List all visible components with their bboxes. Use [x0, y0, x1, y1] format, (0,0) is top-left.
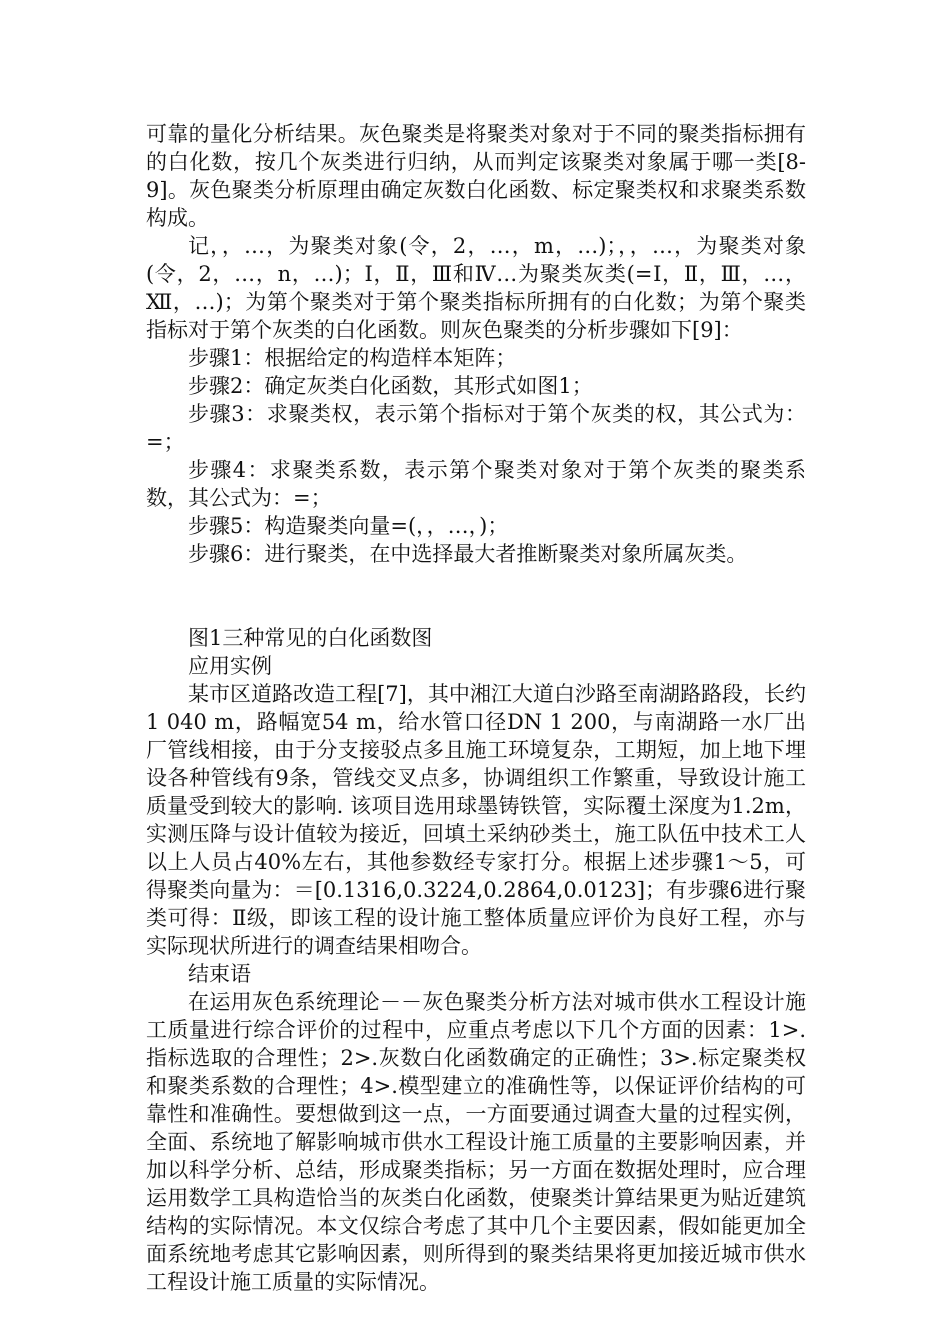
body-section-2	[146, 652, 806, 1296]
step-5: 步骤5：构造聚类向量=(，，…，)；	[188, 514, 509, 538]
section-heading: 应用实例	[188, 654, 272, 678]
paragraph: 可靠的量化分析结果。灰色聚类是将聚类对象对于不同的聚类指标拥有的白化数，按几个灰类进行归纳，从而判定该聚类对象属于哪一类[8-9]。灰色聚类分析原理由确定灰数白化函数、标定聚类权和求聚类系数构成。	[146, 122, 806, 230]
body-section-1	[146, 120, 806, 568]
paragraph: 某市区道路改造工程[7]，其中湘江大道白沙路至南湖路路段，长约1 040 m，路幅宽54 m，给水管口径DN 1 200，与南湖路一水厂出厂管线相接，由于分支接驳点多且施工环境复杂，工期短，加上地下埋设各种管线有9条，管线交叉点多，协调组织工作繁重，导致设计施工质量受到较大的影响. 该项目选用球墨铸铁管，实际覆土深度为1.2m，实测压降与设计值较为接近，回填土采纳砂类土，施工队伍中技术工人以上人员占40%左右，其他参数经专家打分。根据上述步骤1～5，可得聚类向量为：＝[0.1316,0.3224,0.2864,0.0123]；有步骤6进行聚类可得：Ⅱ级，即该工程的设计施工整体质量应评价为良好工程，亦与实际现状所进行的调查结果相吻合。	[146, 682, 806, 958]
step-3: 步骤3：求聚类权，表示第个指标对于第个灰类的权，其公式为：=；	[146, 402, 806, 454]
figure-caption: 图1三种常见的白化函数图	[188, 626, 433, 650]
step-2: 步骤2：确定灰类白化函数，其形式如图1；	[188, 374, 593, 398]
document-page	[146, 120, 806, 1296]
figure-placeholder	[146, 568, 806, 624]
step-4: 步骤4：求聚类系数，表示第个聚类对象对于第个灰类的聚类系数，其公式为：=；	[146, 458, 806, 510]
step-6: 步骤6：进行聚类，在中选择最大者推断聚类对象所属灰类。	[188, 542, 748, 566]
section-heading: 结束语	[188, 962, 251, 986]
step-1: 步骤1：根据给定的构造样本矩阵；	[188, 346, 517, 370]
paragraph: 在运用灰色系统理论－－灰色聚类分析方法对城市供水工程设计施工质量进行综合评价的过程中，应重点考虑以下几个方面的因素：1>.指标选取的合理性；2>.灰数白化函数确定的正确性；3>.标定聚类权和聚类系数的合理性；4>.模型建立的准确性等，以保证评价结构的可靠性和准确性。要想做到这一点，一方面要通过调查大量的过程实例，全面、系统地了解影响城市供水工程设计施工质量的主要影响因素，并加以科学分析、总结，形成聚类指标；另一方面在数据处理时，应合理运用数学工具构造恰当的灰类白化函数，使聚类计算结果更为贴近建筑结构的实际情况。本文仅综合考虑了其中几个主要因素，假如能更加全面系统地考虑其它影响因素，则所得到的聚类结果将更加接近城市供水工程设计施工质量的实际情况。	[146, 990, 806, 1294]
paragraph: 记，，…，为聚类对象(令，2，…，m，…)；，，…，为聚类对象(令，2，…，n，…)；Ⅰ，Ⅱ，Ⅲ和Ⅳ…为聚类灰类(=Ⅰ，Ⅱ，Ⅲ，…，Ⅻ，…)；为第个聚类对于第个聚类指标所拥有的白化数；为第个聚类指标对于第个灰类的白化函数。则灰色聚类的分析步骤如下[9]：	[146, 234, 806, 342]
